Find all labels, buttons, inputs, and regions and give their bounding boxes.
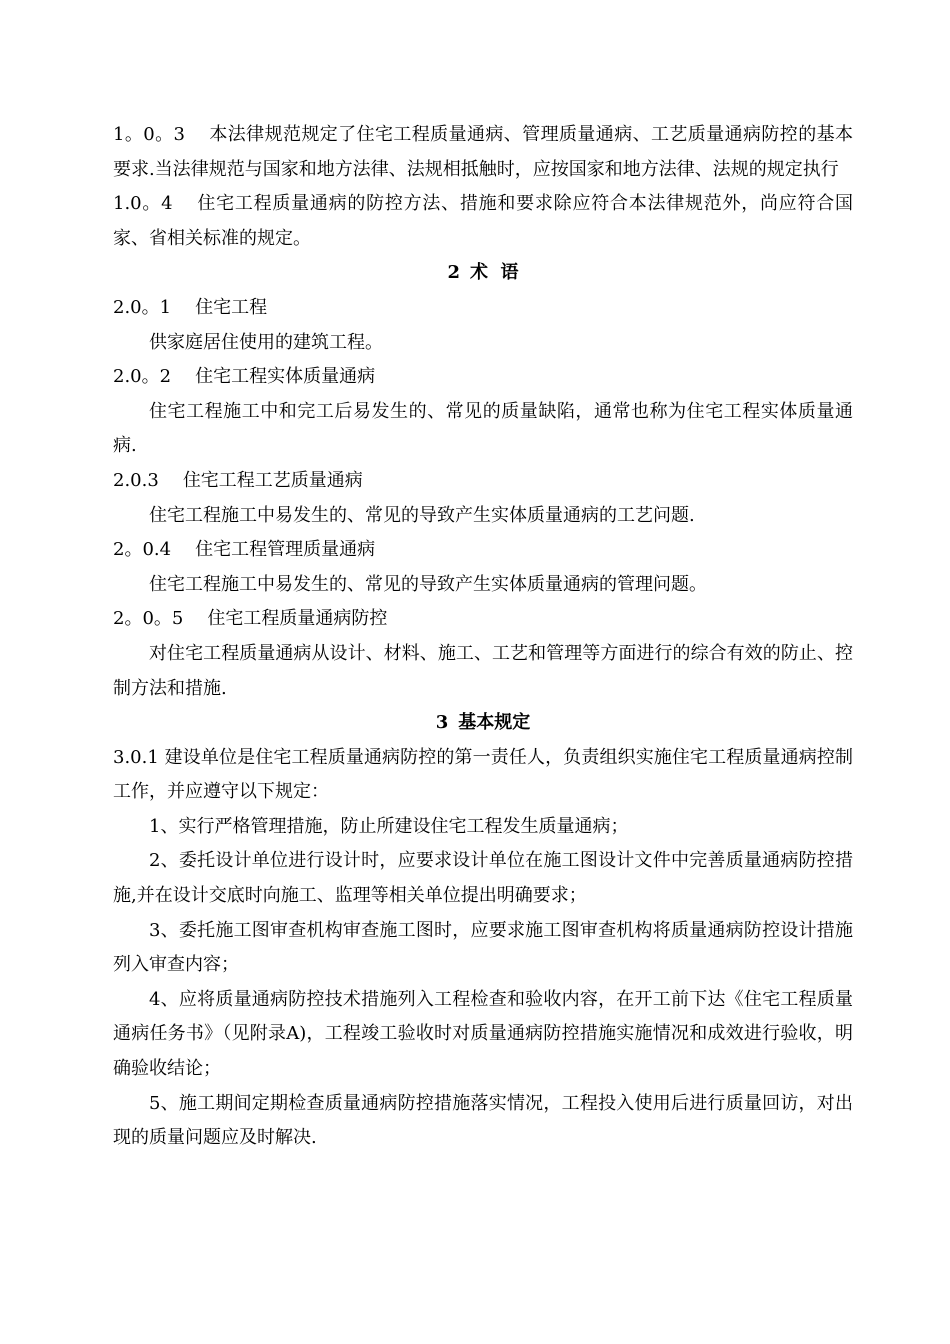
list-item: 5、施工期间定期检查质量通病防控措施落实情况，工程投入使用后进行质量回访，对出现的质量问题应及时解决. [113,1092,853,1149]
clause-number: 2.0。2 [113,366,172,388]
section-title: 基本规定 [458,712,531,734]
list-item: 1、实行严格管理措施，防止所建设住宅工程发生质量通病； [149,815,629,837]
list-item: 3、委托施工图审查机构审查施工图时，应要求施工图审查机构将质量通病防控设计措施列入审查内容； [113,919,853,976]
term-name: 住宅工程实体质量通病 [195,366,376,388]
term-definition: 供家庭居住使用的建筑工程。 [149,331,383,353]
clause-text: 住宅工程质量通病的防控方法、措施和要求除应符合本法律规范外，尚应符合国家、省相关标准的规定。 [113,193,854,249]
list-item: 2、委托设计单位进行设计时，应要求设计单位在施工图设计文件中完善质量通病防控措施,并在设计交底时向施工、监理等相关单位提出明确要求； [113,850,853,907]
clause-number: 2。0。5 [113,608,184,630]
term-2-0-5 [113,602,853,637]
term-name: 住宅工程工艺质量通病 [182,469,363,491]
section-number: 2 [447,262,460,284]
term-name: 住宅工程管理质量通病 [195,539,376,561]
term-definition: 对住宅工程质量通病从设计、材料、施工、工艺和管理等方面进行的综合有效的防止、控制方法和措施. [113,642,853,699]
clause-number: 2。0.4 [113,539,172,561]
term-2-0-4 [113,533,853,568]
section-number: 3 [435,712,449,734]
clause-text: 本法律规范规定了住宅工程质量通病、管理质量通病、工艺质量通病防控的基本要求.当法律规范与国家和地方法律、法规相抵触时，应按国家和地方法律、法规的规定执行 [113,124,854,180]
clause-text: 建设单位是住宅工程质量通病防控的第一责任人，负责组织实施住宅工程质量通病控制工作，并应遵守以下规定： [113,746,853,803]
term-2-0-2 [113,360,853,395]
section-heading-terms [113,256,853,291]
term-definition: 住宅工程施工中易发生的、常见的导致产生实体质量通病的管理问题。 [149,573,707,595]
clause-number: 2.0。1 [113,296,172,318]
document-page [113,118,853,1156]
term-definition: 住宅工程施工中和完工后易发生的、常见的质量缺陷，通常也称为住宅工程实体质量通病. [113,400,853,457]
section-title: 术 语 [469,262,519,284]
list-item: 4、应将质量通病防控技术措施列入工程检查和验收内容，在开工前下达《住宅工程质量通病任务书》（见附录A)，工程竣工验收时对质量通病防控措施实施情况和成效进行验收，明确验收结论； [113,988,853,1080]
term-2-0-3 [113,464,853,499]
clause-number: 2.0.3 [113,469,159,491]
term-name: 住宅工程 [195,296,268,318]
section-heading-basic-rules [113,706,853,741]
clause-number: 3.0.1 [113,746,159,768]
clause-number: 1.0。4 [113,193,173,215]
clause-number: 1。0。3 [113,124,185,145]
clause-3-0-1 [113,741,853,810]
term-name: 住宅工程质量通病防控 [207,608,388,630]
clause-1-0-3 [113,118,853,187]
term-definition: 住宅工程施工中易发生的、常见的导致产生实体质量通病的工艺问题. [149,504,695,526]
term-2-0-1 [113,291,853,326]
clause-1-0-4 [113,187,853,256]
